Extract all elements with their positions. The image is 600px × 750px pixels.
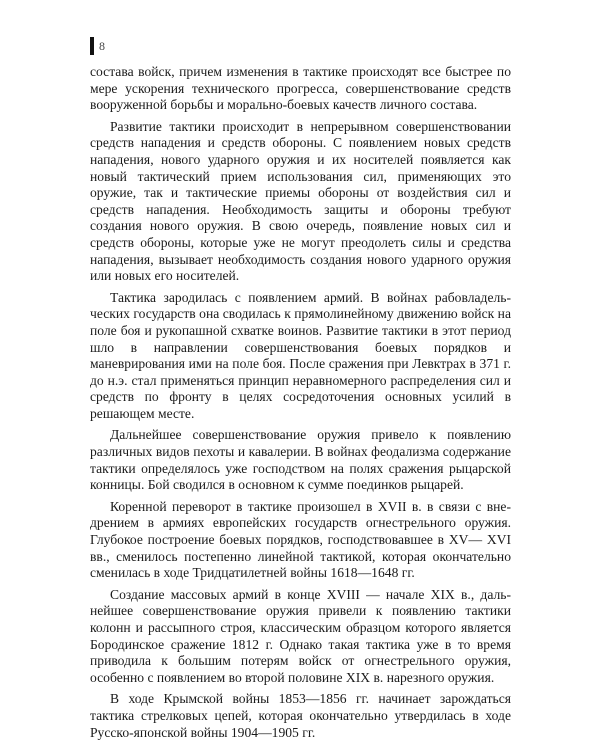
paragraph-6: Создание массовых армий в конце XVIII — начале XIX в., дальнейшее совершенствование оружия привели к появлению тактики колонн и рассыпного строя, классическим образцом которого является Бородинское сражение 1812 г. Однако такая тактика уже в то время приводила к большим потерям войск от огнестрельного оружия, особенно с появлением во второй половине XIX в. нарезного оружия. bbox=[90, 586, 511, 685]
paragraph-7: В ходе Крымской войны 1853—1856 гг. начинает зарождаться тактика стрелковых цепей, которая окончательно утвердилась в ходе Русско-японской войны 1904—1905 гг. bbox=[90, 691, 511, 740]
paragraph-4: Дальнейшее совершенствование оружия привело к появлению различных видов пехоты и кавалерии. В войнах феодализма содержание тактики определялось уже господством на полях сражения рыцарской конницы. Бой сводился в основном к сумме поединков рыцарей. bbox=[90, 427, 511, 493]
page-number-marker bbox=[90, 37, 94, 55]
body-text bbox=[90, 64, 511, 746]
paragraph-3: Тактика зародилась с появлением армий. В войнах рабовладельческих государств она сводилась к прямолинейному движению войск на поле боя и рукопашной схватке воинов. Развитие тактики в этот период шло в направлении совершенствования боевых порядков и маневрирования ими на поле боя. После сражения при Левктрах в 371 г. до н.э. стал применяться принцип неравномерного распределения сил и средств по фронту в целях сосредоточения основных усилий в решающем месте. bbox=[90, 289, 511, 421]
paragraph-2: Развитие тактики происходит в непрерывном совершенствовании средств нападения и средств обороны. С появлением новых средств нападения, нового ударного оружия и их носителей появляется как новый тактический прием использования сил, применяющих это оружие, так и тактические приемы обороны от воздействия сил и средств нападения. Необходимость защиты и обороны требуют создания нового оружия. В свою очередь, появление новых сил и средств обороны, которые уже не могут преодолеть силы и средства нападения, вызывает необходимость создания нового ударного оружия или новых его носителей. bbox=[90, 118, 511, 284]
paragraph-5: Коренной переворот в тактике произошел в XVII в. в связи с внедрением в армиях европейских государств огнестрельного оружия. Глубокое построение боевых порядков, господствовавшее в XV— XVI вв., сменилось постепенно линейной тактикой, которая окончательно сменилась в ходе Тридцатилетней войны 1618—1648 гг. bbox=[90, 498, 511, 581]
page-number: 8 bbox=[99, 39, 105, 53]
paragraph-1: состава войск, причем изменения в тактике происходят все быстрее по мере ускорения технического прогресса, совершенствование средств вооруженной борьбы и морально-боевых качеств личного состава. bbox=[90, 64, 511, 113]
